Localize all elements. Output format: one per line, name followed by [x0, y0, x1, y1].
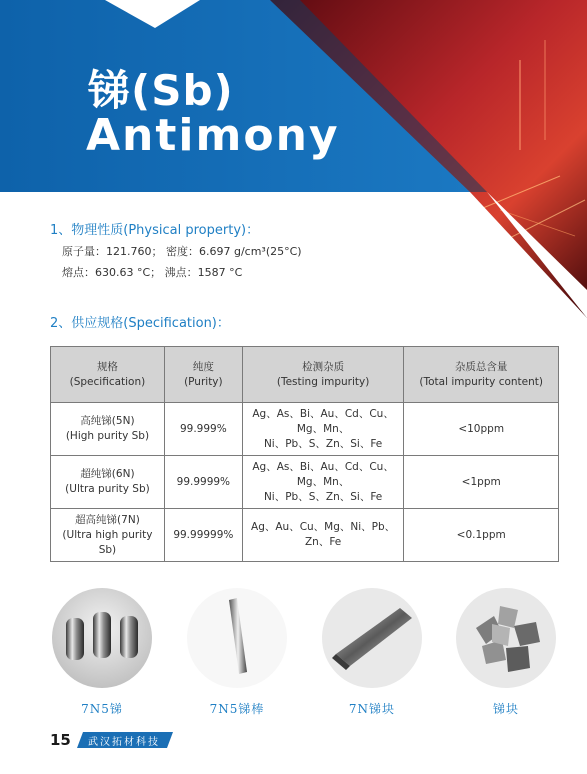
- table-row: [51, 403, 559, 456]
- product-image-7n-antimony-block: [322, 588, 422, 688]
- spec-name-cell: 超高纯锑(7N) (Ultra high purity Sb): [51, 509, 165, 562]
- impurity-cell: Ag、As、Bi、Au、Cd、Cu、Mg、Mn、 Ni、Pb、S、Zn、Si、Fe: [242, 456, 404, 509]
- product-caption-4: 锑块: [492, 702, 519, 716]
- spec-name-cell: 超纯锑(6N) (Ultra purity Sb): [51, 456, 165, 509]
- brand-name: 武汉拓材科技: [88, 737, 160, 748]
- total-impurity-cell: <10ppm: [404, 403, 559, 456]
- spec-name-cell: 高纯锑(5N) (High purity Sb): [51, 403, 165, 456]
- product-image-7n5-antimony: [52, 588, 152, 688]
- table-row: [51, 456, 559, 509]
- table-header-row: [51, 347, 559, 403]
- impurity-cell: Ag、Au、Cu、Mg、Ni、Pb、Zn、Fe: [242, 509, 404, 562]
- product-caption-1: 7N5锑: [81, 702, 123, 716]
- specification-table: [50, 346, 559, 562]
- page-number: 15: [50, 731, 71, 749]
- physical-property-heading: 1、物理性质(Physical property)：: [50, 223, 260, 238]
- physical-property-line-2: 熔点：630.63 °C； 沸点：1587 °C: [62, 266, 243, 279]
- total-impurity-cell: <0.1ppm: [404, 509, 559, 562]
- physical-property-line-1: 原子量：121.760； 密度：6.697 g/cm³(25°C): [62, 245, 302, 258]
- purity-cell: 99.999%: [164, 403, 242, 456]
- column-header-testing-impurity: 检测杂质 (Testing impurity): [242, 347, 404, 403]
- purity-cell: 99.99999%: [164, 509, 242, 562]
- product-image-7n5-antimony-rod: [187, 588, 287, 688]
- column-header-specification: 规格 (Specification): [51, 347, 165, 403]
- column-header-total-impurity: 杂质总含量 (Total impurity content): [404, 347, 559, 403]
- total-impurity-cell: <1ppm: [404, 456, 559, 509]
- impurity-cell: Ag、As、Bi、Au、Cd、Cu、Mg、Mn、 Ni、Pb、S、Zn、Si、Fe: [242, 403, 404, 456]
- purity-cell: 99.9999%: [164, 456, 242, 509]
- product-caption-2: 7N5锑棒: [209, 702, 265, 716]
- specification-heading: 2、供应规格(Specification)：: [50, 316, 230, 331]
- page-title-chinese: 锑(Sb): [88, 66, 234, 115]
- table-row: [51, 509, 559, 562]
- column-header-purity: 纯度 (Purity): [164, 347, 242, 403]
- product-caption-3: 7N锑块: [348, 702, 396, 716]
- product-image-antimony-chunks: [456, 588, 556, 688]
- page-title-english: Antimony: [86, 110, 340, 161]
